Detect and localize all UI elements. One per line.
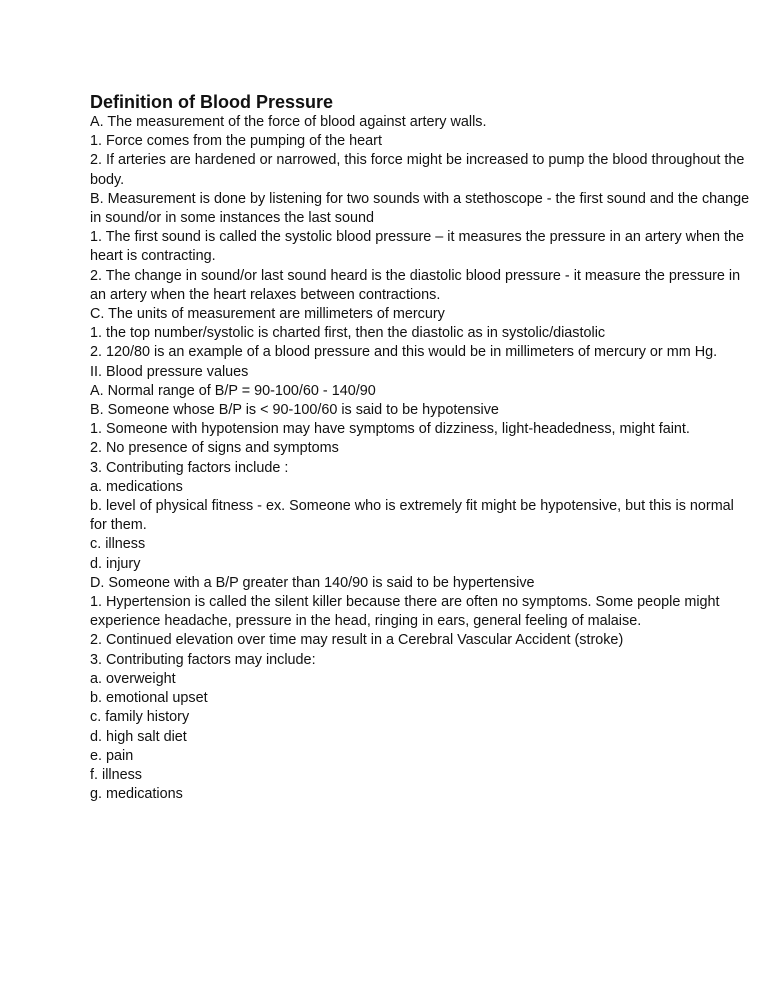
text-line: 3. Contributing factors may include:	[90, 651, 316, 668]
text-line: c. family history	[90, 709, 190, 726]
text-line: D. Someone with a B/P greater than 140/90 is said to be hypertensive	[90, 574, 535, 591]
text-line: C. The units of measurement are millimeters of mercury	[90, 306, 445, 323]
text-line: 2. 120/80 is an example of a blood pressure and this would be in millimeters of mercury or mm Hg.	[90, 344, 718, 361]
text-line: d. injury	[90, 555, 141, 572]
text-line: a. overweight	[90, 670, 176, 687]
document-body	[90, 113, 750, 804]
document-page	[90, 91, 750, 804]
text-line: b. level of physical fitness - ex. Someone who is extremely fit might be hypotensive, but this is normal for them.	[90, 498, 734, 534]
text-line: 2. No presence of signs and symptoms	[90, 440, 339, 457]
text-line: b. emotional upset	[90, 690, 208, 707]
text-line: g. medications	[90, 786, 183, 803]
text-line: d. high salt diet	[90, 728, 187, 745]
text-line: 2. The change in sound/or last sound heard is the diastolic blood pressure - it measure the pressure in an artery when the heart relaxes between contractions.	[90, 267, 741, 303]
text-line: 1. the top number/systolic is charted first, then the diastolic as in systolic/diastolic	[90, 325, 606, 342]
text-line: 1. The first sound is called the systolic blood pressure – it measures the pressure in an artery when the heart is contracting.	[90, 229, 745, 265]
text-line: A. The measurement of the force of blood against artery walls.	[90, 114, 487, 130]
text-line: c. illness	[90, 536, 146, 553]
text-line: II. Blood pressure values	[90, 363, 249, 380]
text-line: 1. Hypertension is called the silent killer because there are often no symptoms. Some people might experience headache, pressure in the head, ringing in ears, general feeling of malaise.	[90, 594, 720, 630]
text-line: 2. If arteries are hardened or narrowed, this force might be increased to pump the blood throughout the body.	[90, 152, 745, 188]
text-line: 1. Force comes from the pumping of the heart	[90, 133, 382, 150]
text-line: e. pain	[90, 747, 134, 764]
document-title: Definition of Blood Pressure	[90, 92, 334, 112]
text-line: B. Measurement is done by listening for two sounds with a stethoscope - the first sound and the change in sound/or in some instances the last sound	[90, 190, 750, 227]
text-line: a. medications	[90, 478, 183, 495]
text-line: 3. Contributing factors include :	[90, 459, 289, 476]
text-line: 2. Continued elevation over time may result in a Cerebral Vascular Accident (stroke)	[90, 632, 624, 649]
text-line: 1. Someone with hypotension may have symptoms of dizziness, light-headedness, might faint.	[90, 421, 690, 438]
text-line: f. illness	[90, 766, 142, 783]
text-line: A. Normal range of B/P = 90-100/60 - 140/90	[90, 382, 376, 399]
text-line: B. Someone whose B/P is < 90-100/60 is said to be hypotensive	[90, 402, 499, 419]
